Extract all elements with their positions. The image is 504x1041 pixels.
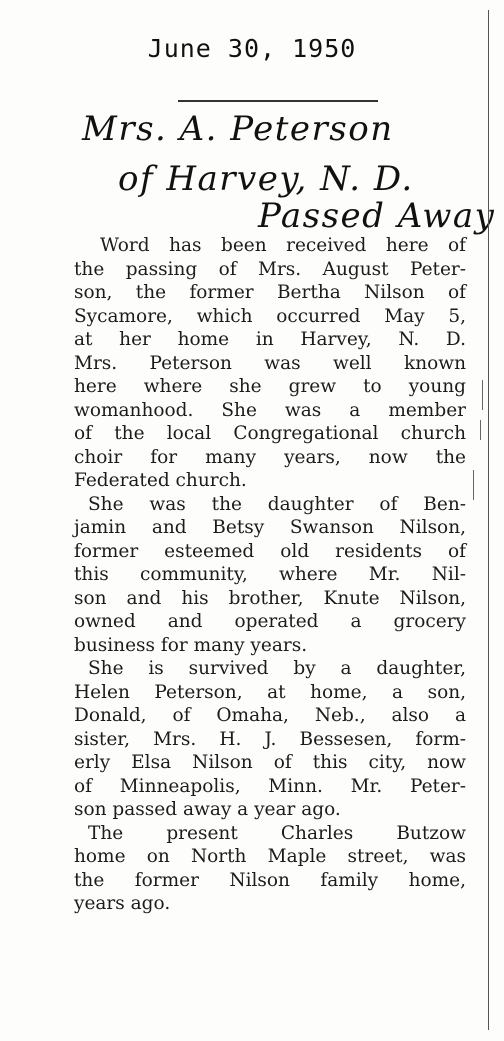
body-line: here where she grew to young — [74, 376, 466, 397]
body-line: Sycamore, which occurred May 5, — [74, 305, 466, 327]
headline-divider — [178, 100, 378, 102]
body-line: business for many years. — [74, 634, 308, 656]
body-line: sister, Mrs. H. J. Bessesen, form- — [74, 728, 466, 750]
body-line: the former Nilson family home, — [74, 869, 466, 891]
column-rule-fragment — [482, 380, 483, 410]
column-rule-fragment — [473, 470, 474, 500]
body-line: She is survived by a daughter, — [88, 658, 466, 679]
body-line: owned and operated a grocery — [74, 611, 466, 632]
body-line: Mrs. Peterson was well known — [74, 352, 466, 374]
headline-line-3: Passed Away — [258, 196, 496, 236]
body-line: former esteemed old residents of — [74, 540, 466, 562]
column-rule-fragment — [480, 420, 481, 440]
body-line: son passed away a year ago. — [74, 799, 341, 820]
body-line: home on North Maple street, was — [74, 846, 466, 867]
body-line: Donald, of Omaha, Neb., also a — [74, 705, 466, 726]
body-line: Federated church. — [74, 470, 247, 491]
body-line: erly Elsa Nilson of this city, now — [74, 752, 466, 773]
article-body — [74, 234, 466, 916]
body-line: of the local Congregational church — [74, 423, 466, 444]
body-line: this community, where Mr. Nil- — [74, 564, 466, 585]
body-line: Word has been received here of — [100, 235, 466, 256]
body-line: Helen Peterson, at home, a son, — [74, 681, 466, 703]
body-line: years ago. — [74, 893, 171, 914]
headline-line-2: of Harvey, N. D. — [118, 159, 414, 199]
headline-line-1: Mrs. A. Peterson — [82, 109, 394, 149]
column-rule — [488, 10, 489, 1030]
body-line: choir for many years, now the — [74, 446, 466, 468]
body-line: of Minneapolis, Minn. Mr. Peter- — [74, 775, 466, 797]
body-line: son and his brother, Knute Nilson, — [74, 587, 466, 609]
body-line: The present Charles Butzow — [88, 822, 466, 844]
body-line: the passing of Mrs. August Peter- — [74, 258, 466, 280]
body-line: jamin and Betsy Swanson Nilson, — [74, 517, 466, 538]
article-date: June 30, 1950 — [147, 34, 357, 63]
body-line: womanhood. She was a member — [74, 399, 466, 421]
body-line: at her home in Harvey, N. D. — [74, 329, 466, 350]
body-line: She was the daughter of Ben- — [88, 493, 466, 515]
body-line: son, the former Bertha Nilson of — [74, 282, 466, 303]
